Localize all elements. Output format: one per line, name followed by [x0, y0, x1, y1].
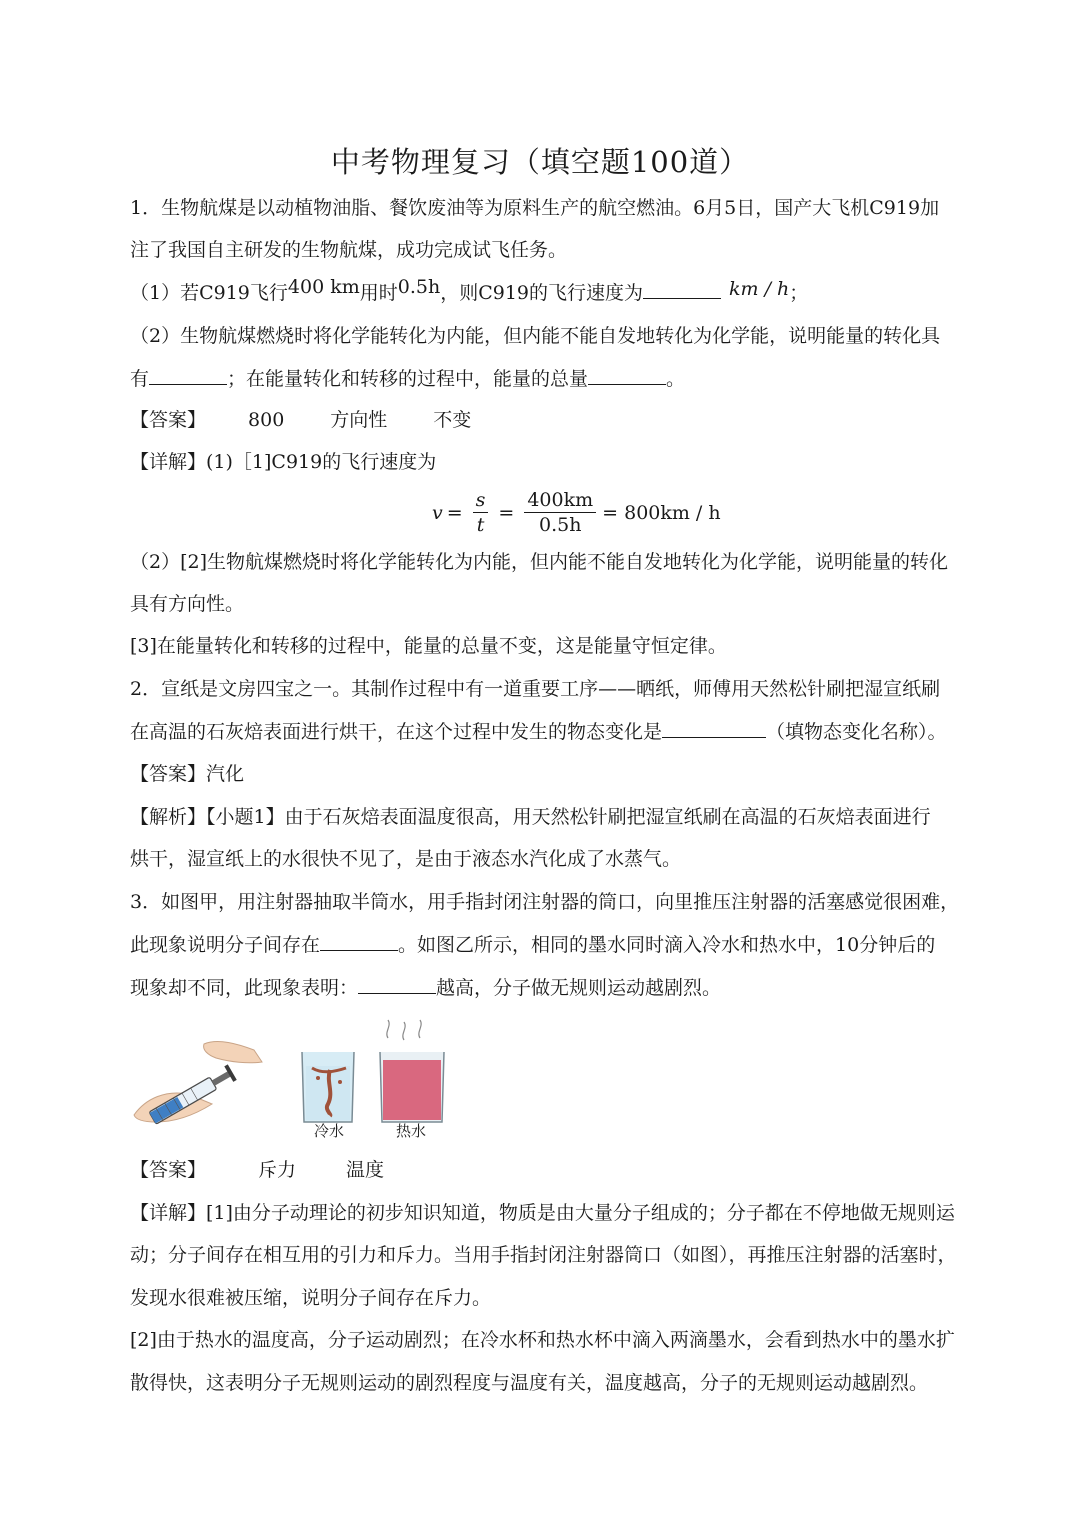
- q2-blank-phase[interactable]: [662, 719, 766, 738]
- q3-stem-line2: [130, 932, 960, 957]
- q1-time: 0.5h: [397, 276, 441, 298]
- formula-eq2: =: [498, 501, 515, 524]
- q1-speed-formula: [432, 488, 721, 537]
- q1-answer-2: 方向性: [330, 409, 388, 431]
- q3-detail-line5: 散得快，这表明分子无规则运动的剧烈程度与温度有关，温度越高，分子的无规则运动越剧烈。: [130, 1372, 929, 1394]
- q1-sub1-mid: 用时: [359, 282, 398, 304]
- q3-blank-force[interactable]: [320, 932, 398, 951]
- q1-answer-3: 不变: [433, 409, 472, 431]
- formula-frac-st: [473, 488, 489, 537]
- q3-answer-row: [130, 1158, 960, 1182]
- q1-answer-label: 【答案】: [130, 409, 207, 431]
- q1-sub2-b: ；在能量转化和转移的过程中，能量的总量: [227, 368, 589, 390]
- formula-result: = 800km / h: [602, 501, 721, 524]
- q1-stem-line1: 1．生物航煤是以动植物油脂、餐饮废油等为原料生产的航空燃油。6月5日，国产大飞机C919加: [130, 197, 940, 219]
- q1-sub1-post: ，则C919的飞行速度为: [440, 282, 644, 304]
- q3-blank-temperature[interactable]: [358, 975, 436, 994]
- q3-stem-2b: 。如图乙所示，相同的墨水同时滴入冷水和热水中，10分钟后的: [398, 934, 936, 956]
- q1-blank-speed[interactable]: [643, 280, 721, 299]
- q1-blank-direction[interactable]: [149, 366, 227, 385]
- q3-detail-line1: 【详解】[1]由分子动理论的初步知识知道，物质是由大量分子组成的；分子都在不停地做无规则运: [130, 1202, 955, 1224]
- q2-analysis-line2: 烘干，湿宣纸上的水很快不见了，是由于液态水汽化成了水蒸气。: [130, 848, 682, 870]
- q1-detail-line1: 【详解】(1)［1]C919的飞行速度为: [130, 451, 437, 473]
- q3-answer-label: 【答案】: [130, 1159, 207, 1181]
- q1-detail-line2: （2）[2]生物航煤燃烧时将化学能转化为内能，但内能不能自发地转化为化学能，说明能量的转化: [130, 551, 949, 573]
- q1-sub1-end: ；: [789, 282, 809, 304]
- q3-stem-3a: 现象却不同，此现象表明：: [130, 977, 359, 999]
- q3-stem-line3: [130, 975, 960, 1000]
- formula-v: v: [432, 501, 443, 524]
- hot-water-label: 热水: [396, 1122, 427, 1140]
- q1-stem-line2: 注了我国自主研发的生物航煤，成功完成试飞任务。: [130, 239, 568, 261]
- q2-stem-b: （填物态变化名称）。: [766, 721, 947, 743]
- q1-detail-line3: 具有方向性。: [130, 593, 245, 615]
- hot-water-beaker: [380, 1020, 444, 1140]
- q1-sub1: [130, 276, 960, 305]
- q2-stem-a: 在高温的石灰焙表面进行烘干，在这个过程中发生的物态变化是: [130, 721, 663, 743]
- syringe-illustration: [134, 1042, 262, 1126]
- q2-stem-line2: [130, 719, 960, 744]
- q3-stem-2a: 此现象说明分子间存在: [130, 934, 321, 956]
- formula-t: t: [476, 514, 485, 536]
- q1-detail-line4: [3]在能量转化和转移的过程中，能量的总量不变，这是能量守恒定律。: [130, 635, 727, 657]
- q3-stem-3b: 越高，分子做无规则运动越剧烈。: [436, 977, 722, 999]
- cold-water-label: 冷水: [314, 1122, 345, 1140]
- q3-figure: [126, 1010, 456, 1140]
- formula-numerator: 400km: [524, 488, 596, 513]
- q1-sub2-line2: [130, 366, 960, 391]
- q3-answer-1: 斥力: [258, 1159, 297, 1181]
- q1-unit: km / h: [729, 278, 790, 300]
- formula-eq1: =: [446, 501, 463, 524]
- q1-distance: 400 km: [287, 276, 360, 298]
- q2-analysis-line1: 【解析】【小题1】由于石灰焙表面温度很高，用天然松针刷把湿宣纸刷在高温的石灰焙表面进行: [130, 806, 931, 828]
- q3-answer-2: 温度: [346, 1159, 385, 1181]
- q2-answer: 【答案】汽化: [130, 763, 245, 785]
- formula-frac-values: [524, 488, 596, 537]
- formula-denominator: 0.5h: [539, 514, 582, 536]
- q1-sub1-prefix: （1）若C919飞行: [130, 282, 288, 304]
- page-title: 中考物理复习（填空题100道）: [330, 145, 750, 179]
- q1-sub2-line1: （2）生物航煤燃烧时将化学能转化为内能，但内能不能自发地转化为化学能，说明能量的转化具: [130, 325, 941, 347]
- q2-stem-line1: 2．宣纸是文房四宝之一。其制作过程中有一道重要工序——晒纸，师傅用天然松针刷把湿宣纸刷: [130, 678, 941, 700]
- q3-detail-line2: 动；分子间存在相互用的引力和斥力。当用手指封闭注射器筒口（如图），再推压注射器的活塞时，: [130, 1244, 957, 1266]
- formula-s: s: [473, 488, 489, 513]
- q1-sub2-c: 。: [666, 368, 686, 390]
- q1-sub2-a: 有: [130, 368, 150, 390]
- q1-answer-row: [130, 408, 960, 432]
- q1-blank-total[interactable]: [588, 366, 666, 385]
- q3-detail-line4: [2]由于热水的温度高，分子运动剧烈；在冷水杯和热水杯中滴入两滴墨水，会看到热水中的墨水扩: [130, 1329, 955, 1351]
- q1-answer-1: 800: [248, 409, 285, 431]
- q3-detail-line3: 发现水很难被压缩，说明分子间存在斥力。: [130, 1287, 492, 1309]
- q3-stem-line1: 3．如图甲，用注射器抽取半筒水，用手指封闭注射器的筒口，向里推压注射器的活塞感觉很困难，: [130, 891, 960, 913]
- cold-water-beaker: [302, 1052, 354, 1140]
